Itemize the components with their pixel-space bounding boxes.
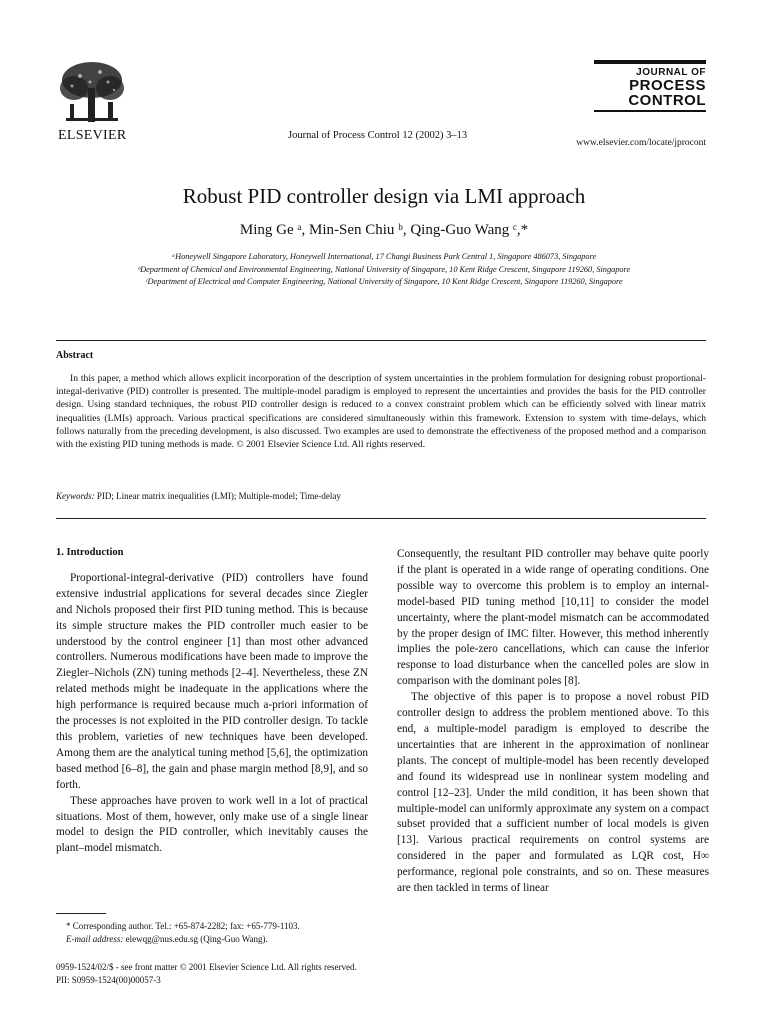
issn-line: 0959-1524/02/$ - see front matter © 2001 Elsevier Science Ltd. All rights reserved.: [56, 962, 357, 972]
publisher-name: ELSEVIER: [58, 128, 127, 143]
journal-logo-line3: CONTROL: [628, 92, 706, 109]
intro-paragraph: The objective of this paper is to propose a novel robust PID controller design to address the problem mentioned above. To this end, a multiple-model paradigm is employed to describe the uncertainties that are inherent in the approximation of nonlinear plants. The concept of multiple-model has been recently developed and found its widespread use in nonlinear system modeling and control [12–23]. Under the mild condition, it has been shown that multiple-model can uniformly approximate any system on a compact subset provided that a sufficient number of local models is given [13]. Various practical requirements on control systems are considered in the paper and formulated as LQR cost, H∞ performance, regional pole constraints, and so on. These measures are then tackled in terms of linear: [397, 691, 709, 895]
intro-paragraph: Consequently, the resultant PID controller may behave quite poorly if the plant is operated in a wide range of operating conditions. One possible way to overcome this problem is to employ an internal-model-based PID tuning method [10,11] to consider the model uncertainty, where the plant-model mismatch can be accommodated by the proper design of IMC filter. However, this method inherently implies the pole-zero cancellations, which can cause the inferior response to load disturbance when the cancelled poles are slow in comparison with the dominant poles [8].: [397, 548, 709, 688]
paper-title: Robust PID controller design via LMI approach: [182, 184, 586, 208]
section-heading-introduction: 1. Introduction: [56, 547, 124, 558]
footnote-rule: [56, 913, 106, 914]
abstract-top-rule: [56, 340, 706, 341]
corresponding-author-note: * Corresponding author. Tel.: +65-874-2282; fax: +65-779-1103.: [66, 921, 300, 931]
abstract-bottom-rule: [56, 518, 706, 519]
front-matter-info: [56, 961, 706, 986]
affiliation-a: ᵃHoneywell Singapore Laboratory, Honeywell International, 17 Changi Business Park Central 1, Singapore 486073, Singapore: [171, 252, 597, 261]
journal-citation: Journal of Process Control 12 (2002) 3–13: [288, 130, 468, 141]
email-label: E-mail address:: [66, 933, 124, 944]
affiliation-c: ᶜDepartment of Electrical and Computer Engineering, National University of Singapore, 10 Kent Ridge Crescent, Singapore 119260, Singapore: [145, 277, 623, 286]
journal-logo: [594, 60, 706, 126]
pii-line: PII: S0959-1524(00)00057-3: [56, 974, 161, 985]
abstract-heading: Abstract: [56, 350, 94, 361]
journal-url[interactable]: www.elsevier.com/locate/jprocont: [576, 138, 706, 148]
email-note: [56, 933, 368, 946]
journal-logo-line2: PROCESS: [629, 77, 706, 94]
author-list: Ming Ge ᵃ, Min-Sen Chiu ᵇ, Qing-Guo Wang ᶜ,*: [239, 222, 529, 238]
footnote: [56, 920, 368, 945]
keywords-label: Keywords:: [56, 491, 95, 501]
page-header: [56, 58, 706, 158]
right-column: [397, 547, 709, 897]
affiliation-b: ᵇDepartment of Chemical and Environmental Engineering, National University of Singapore, 10 Kent Ridge Crescent, Singapore 119260, Singapore: [137, 264, 631, 274]
keywords-text: PID; Linear matrix inequalities (LMI); Multiple-model; Time-delay: [96, 491, 341, 501]
left-column: [56, 545, 368, 857]
elsevier-tree-logo: [56, 58, 128, 138]
affiliation-list: [0, 251, 768, 289]
keywords: [56, 491, 706, 501]
intro-paragraph: These approaches have proven to work well in a lot of practical situations. Most of them, however, only make use of a single linear model to design the PID controller, which inevitably causes the plant–model mismatch.: [56, 794, 368, 855]
intro-paragraph: Proportional-integral-derivative (PID) controllers have found extensive industrial applications for several decades since Ziegler and Nichols proposed their first PID tuning method. This is because its simple structure makes the PID controller much easier to be understood by the control engineer [1] than most other advanced controllers. Numerous modifications have been made to improve the Ziegler–Nichols (ZN) tuning methods [2–4]. Nevertheless, these ZN related methods might be inadequate in the applications where the high performance is required because much a-priori information of the processes is not exploited in the PID controller design. To tackle this problem, varieties of new techniques have been developed. Among them are the analytical tuning method [5,6], the optimization based method [6–8], the gain and phase margin method [8,9], and so forth.: [56, 571, 368, 791]
email-address[interactable]: elewqg@nus.edu.sg (Qing-Guo Wang).: [125, 933, 268, 944]
abstract-text: In this paper, a method which allows explicit incorporation of the description of system uncertainties in the problem formulation for designing robust proportional-integal-derivative (PID) controller is presented. The multiple-model paradigm is employed to represent the uncertainties and provides the basis for the PID controller design. Using standard techniques, the robust PID controller design is reduced to a convex constraint problem which can be efficiently solved with linear matrix inequalities (LMIs) approach. Various practical specifications are considered simultaneously within this framework. Extension to system with time-delays, which follows naturally from the preceding development, is also discussed. Two examples are used to demonstrate the effectiveness of the proposed method and a comparison with the existing PID tuning methods is made. © 2001 Elsevier Science Ltd. All rights reserved.: [56, 373, 706, 451]
journal-logo-line1: JOURNAL OF: [636, 67, 706, 78]
